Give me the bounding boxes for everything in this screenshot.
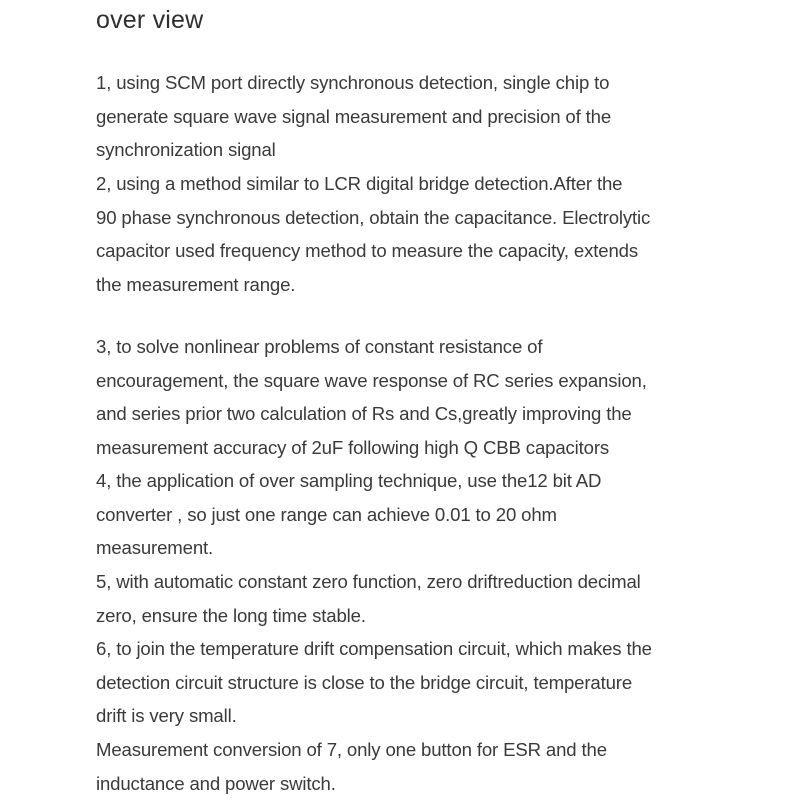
text-line: Measurement conversion of 7, only one button for ESR and the (96, 739, 607, 760)
text-line: 1, using SCM port directly synchronous detection, single chip to (96, 72, 610, 93)
text-line: inductance and power switch. (96, 772, 336, 794)
feature-item-3 (96, 330, 736, 464)
text-line: synchronization signal (96, 139, 276, 161)
text-line: measurement. (96, 537, 214, 559)
text-line: and series prior two calculation of Rs and Cs,greatly improving the (96, 403, 632, 425)
text-line: 4, the application of over sampling technique, use the12 bit AD (96, 470, 602, 491)
text-line: 2, using a method similar to LCR digital bridge detection.After the (96, 173, 623, 194)
feature-item-4 (96, 464, 736, 565)
text-line: zero, ensure the long time stable. (96, 604, 366, 626)
feature-item-6 (96, 632, 736, 733)
feature-item-7 (96, 733, 736, 800)
text-line: drift is very small. (96, 705, 237, 727)
text-line: generate square wave signal measurement and precision of the (96, 105, 612, 127)
text-line: 3, to solve nonlinear problems of constant resistance of (96, 336, 543, 357)
text-line: encouragement, the square wave response of RC series expansion, (96, 369, 647, 391)
feature-item-2 (96, 167, 736, 301)
text-line: 5, with automatic constant zero function, zero driftreduction decimal (96, 571, 641, 592)
feature-item-1 (96, 66, 736, 167)
text-line: 6, to join the temperature drift compensation circuit, which makes the (96, 638, 652, 659)
feature-item-5 (96, 565, 736, 632)
text-line: converter , so just one range can achieve 0.01 to 20 ohm (96, 503, 557, 525)
page-title: over view (96, 6, 204, 34)
text-line: the measurement range. (96, 273, 296, 295)
text-line: 90 phase synchronous detection, obtain the capacitance. Electrolytic (96, 206, 651, 228)
text-line: capacitor used frequency method to measure the capacity, extends (96, 240, 638, 262)
text-line: detection circuit structure is close to the bridge circuit, temperature (96, 671, 633, 693)
text-line: measurement accuracy of 2uF following high Q CBB capacitors (96, 436, 610, 458)
